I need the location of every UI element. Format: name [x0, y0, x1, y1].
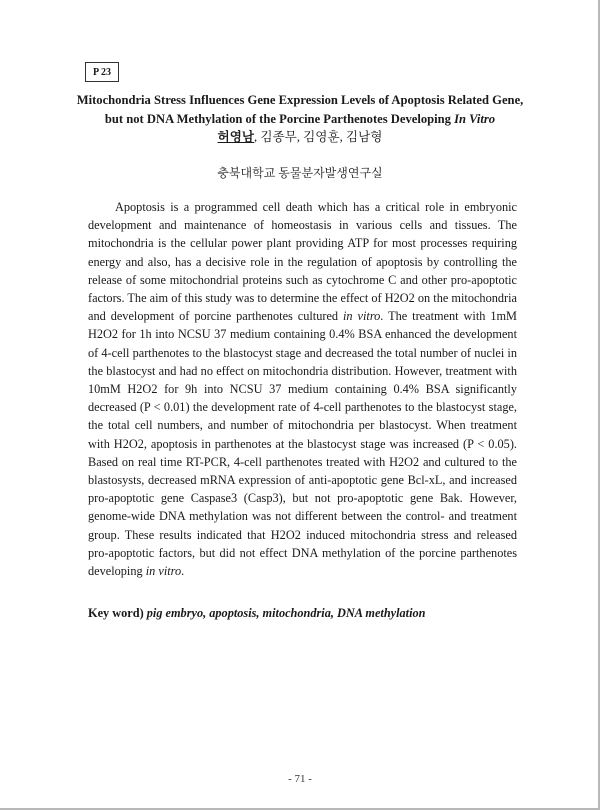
paper-title: [60, 91, 540, 129]
abstract-text-1: Apoptosis is a programmed cell death which has a critical role in embryonic development and maintenance of homeostasis in various cells and tissues. The mitochondria is the cellular power plant providing ATP for most processes requiring energy and also, has a decisive role in the regulation of apoptosis by controlling the release of some mitochondrial proteins such as cytochrome C and other pro-apoptotic factors. The aim of this study was to determine the effect of H2O2 on the mitochondria and development of porcine parthenotes cultured: [88, 200, 517, 324]
session-code-box: [85, 62, 119, 82]
author-list: [60, 129, 540, 145]
page-number: - 71 -: [288, 773, 312, 785]
co-authors: , 김종무, 김영훈, 김남형: [254, 130, 383, 144]
title-line-2: [60, 110, 540, 129]
session-code: P 23: [92, 66, 112, 78]
keywords: [88, 604, 528, 622]
abstract-text-3: .: [181, 564, 185, 579]
title-line-2-italic: In Vitro: [454, 112, 496, 126]
abstract-paragraph: [88, 198, 517, 580]
affiliation: 충북대학교 동물분자발생연구실: [217, 166, 383, 180]
abstract-italic-2: in vitro: [145, 564, 182, 579]
keywords-label: Key word): [88, 606, 147, 620]
abstract-italic-1: in vitro: [343, 309, 381, 324]
abstract-text-2: . The treatment with 1mM H2O2 for 1h into NCSU 37 medium containing 0.4% BSA enhanced the development of 4-cell parthenotes to the blastocyst stage and decreased the total number of nuclei in the blastocyst and had no effect on mitochondria distribution. However, treatment with 10mM H2O2 for 9h into NCSU 37 medium containing 0.4% BSA significantly decreased (P < 0.01) the development rate of 4-cell parthenotes to the blastocyst stage, the total cell numbers, and number of mitochondria per blastocyst. When treatment with H2O2, apoptosis in parthenotes at the blastocyst stage was increased (P < 0.05). Based on real time RT-PCR, 4-cell parthenotes treated with H2O2 and cultured to the blastosysts, decreased mRNA expression of anti-apoptotic gene Bcl-xL, and increased pro-apoptotic gene Caspase3 (Casp3), but not pro-apoptotic gene Bak. However, genome-wide DNA methylation was not different between the control- and treatment group. These results indicated that H2O2 induced mitochondria stress and released pro-apoptotic factors, but did not effect DNA methylation of the porcine parthenotes developing: [88, 309, 517, 579]
title-line-1: Mitochondria Stress Influences Gene Expression Levels of Apoptosis Related Gene,: [76, 93, 524, 107]
keywords-values: pig embryo, apoptosis, mitochondria, DNA methylation: [146, 606, 426, 620]
abstract-body: [88, 198, 517, 580]
title-line-2-text: but not DNA Methylation of the Porcine Parthenotes Developing: [104, 112, 455, 126]
presenting-author: 허영남: [217, 130, 255, 144]
